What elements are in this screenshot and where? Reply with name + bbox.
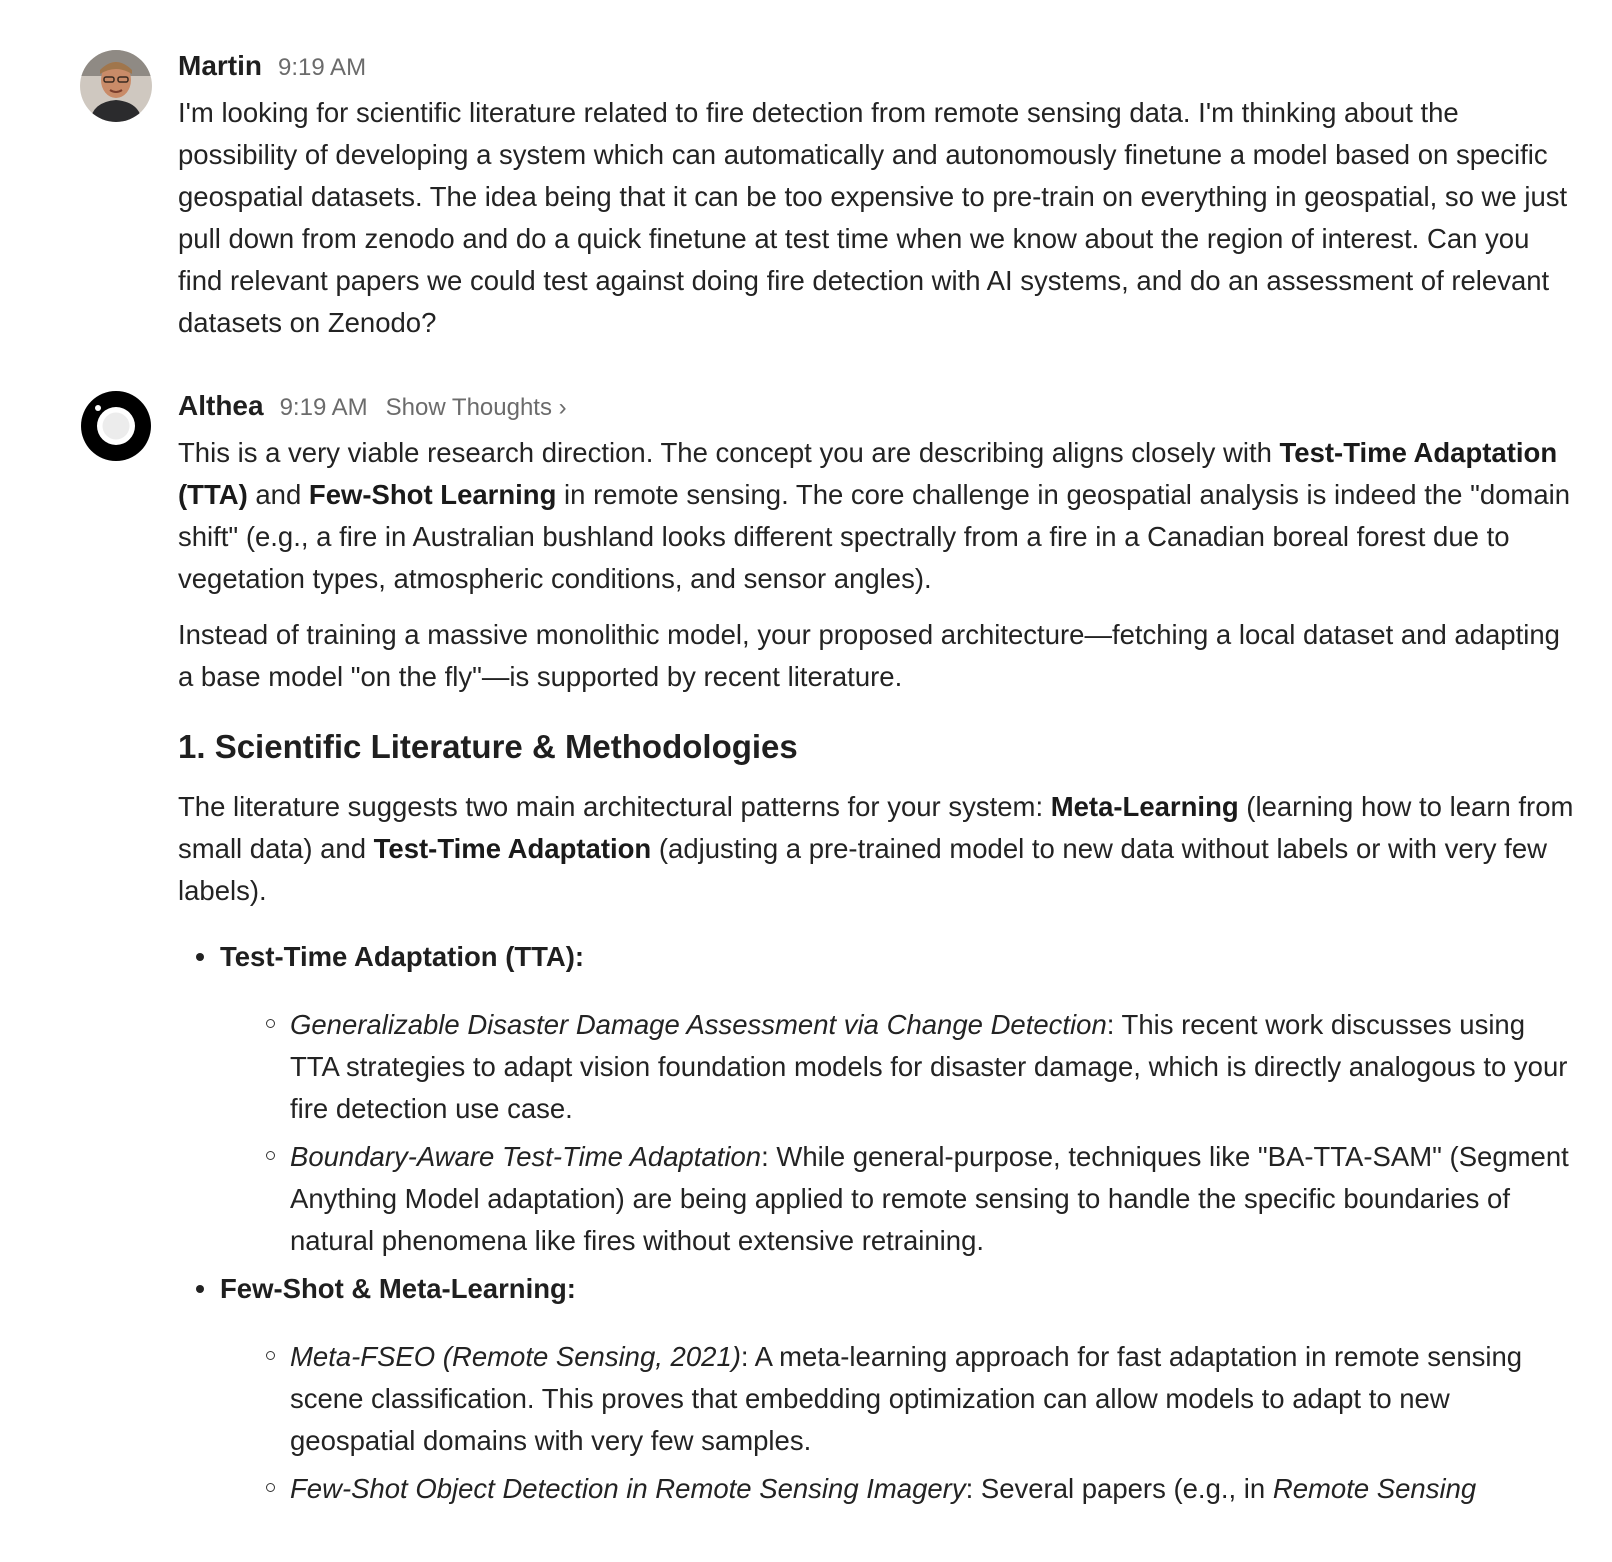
user-avatar-photo bbox=[80, 50, 152, 122]
assistant-paragraph-1 bbox=[178, 432, 1578, 600]
user-message-header bbox=[178, 50, 1578, 84]
text-run: and bbox=[247, 479, 309, 510]
list-item bbox=[220, 1136, 1578, 1262]
sender-name[interactable]: Martin bbox=[178, 50, 262, 81]
message-timestamp: 9:19 AM bbox=[279, 394, 368, 421]
text-run: (learning how to learn from small data) and bbox=[178, 791, 1574, 864]
sender-name[interactable]: Althea bbox=[178, 390, 264, 421]
paper-title: Few-Shot Object Detection in Remote Sensing Imagery bbox=[290, 1473, 966, 1504]
sub-list bbox=[220, 1336, 1578, 1510]
assistant-logo-icon bbox=[80, 390, 152, 462]
user-avatar[interactable] bbox=[80, 50, 152, 122]
paper-title: Generalizable Disaster Damage Assessment via Change Detection bbox=[290, 1009, 1107, 1040]
user-message-text: I'm looking for scientific literature related to fire detection from remote sensing data. I'm thinking about the possibility of developing a system which can automatically and autonomously finetune a model based on specific geospatial datasets. The idea being that it can be too expensive to pre-train on everything in geospatial, so we just pull down from zenodo and do a quick finetune at test time when we know about the region of interest. Can you find relevant papers we could test against doing fire detection with AI systems, and do an assessment of relevant datasets on Zenodo? bbox=[178, 97, 1568, 338]
assistant-paragraph-3 bbox=[178, 786, 1578, 912]
text-run: This is a very viable research direction. The concept you are describing aligns closely with bbox=[178, 437, 1280, 468]
text-run: : This recent work discusses using TTA strategies to adapt vision foundation models for disaster damage, which is directly analogous to your fire detection use case. bbox=[290, 1009, 1568, 1124]
bold-term: Test-Time Adaptation (TTA) bbox=[178, 437, 1558, 510]
text-run: : While general-purpose, techniques like "BA-TTA-SAM" (Segment Anything Model adaptation) are being applied to remote sensing to handle the specific boundaries of natural phenomena like fires without extensive retraining. bbox=[290, 1141, 1569, 1256]
list-item bbox=[220, 1468, 1578, 1510]
assistant-avatar[interactable] bbox=[80, 390, 152, 462]
text-run: The literature suggests two main architectural patterns for your system: bbox=[178, 791, 1051, 822]
literature-list bbox=[178, 936, 1578, 1510]
list-heading: Few-Shot & Meta-Learning: bbox=[220, 1273, 576, 1304]
journal-name: Remote Sensing bbox=[1272, 1473, 1477, 1504]
sub-list bbox=[220, 1004, 1578, 1262]
text-run: : Several papers (e.g., in bbox=[965, 1473, 1273, 1504]
section-heading: 1. Scientific Literature & Methodologies bbox=[178, 728, 798, 765]
text-run: : A meta-learning approach for fast adaptation in remote sensing scene classification. This proves that embedding optimization can allow models to adapt to new geospatial domains with very few samples. bbox=[290, 1341, 1523, 1456]
text-run: in remote sensing. The core challenge in geospatial analysis is indeed the "domain shift" (e.g., a fire in Australian bushland looks different spectrally from a fire in a Canadian boreal forest due to vegetation types, atmospheric conditions, and sensor angles). bbox=[178, 479, 1571, 594]
bold-term: Test-Time Adaptation bbox=[373, 833, 652, 864]
assistant-paragraph-2: Instead of training a massive monolithic model, your proposed architecture—fetching a local dataset and adapting a base model "on the fly"—is supported by recent literature. bbox=[178, 619, 1560, 692]
message-timestamp: 9:19 AM bbox=[278, 54, 367, 81]
bold-term: Few-Shot Learning bbox=[308, 479, 557, 510]
list-item-tta bbox=[178, 936, 1578, 1262]
bold-term: Meta-Learning bbox=[1050, 791, 1239, 822]
list-item-few-shot bbox=[178, 1268, 1578, 1510]
list-item bbox=[220, 1336, 1578, 1462]
paper-title: Meta-FSEO (Remote Sensing, 2021) bbox=[290, 1341, 741, 1372]
list-heading: Test-Time Adaptation (TTA): bbox=[220, 941, 585, 972]
show-thoughts-button[interactable]: Show Thoughts › bbox=[385, 394, 567, 421]
list-item bbox=[220, 1004, 1578, 1130]
assistant-message-header bbox=[178, 390, 1578, 424]
paper-title: Boundary-Aware Test-Time Adaptation bbox=[290, 1141, 762, 1172]
text-run: (adjusting a pre-trained model to new data without labels or with very few labels). bbox=[178, 833, 1547, 906]
